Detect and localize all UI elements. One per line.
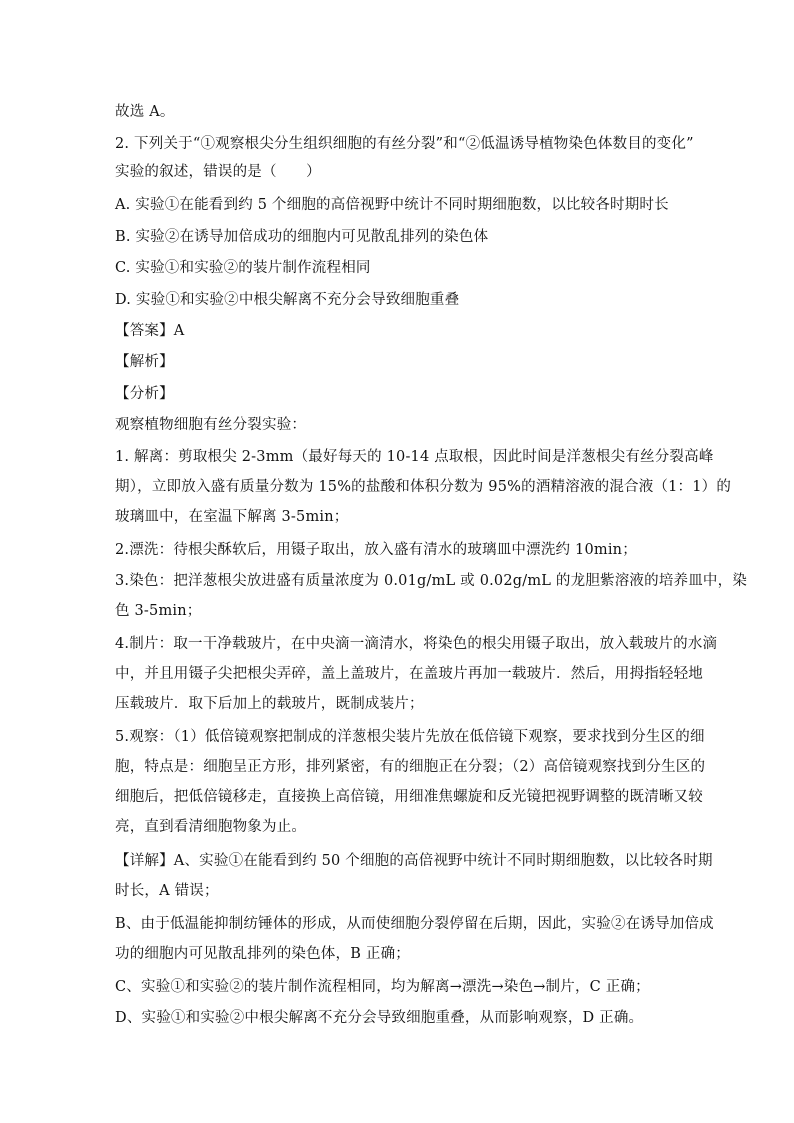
analysis-heading: 【解析】 — [115, 354, 174, 370]
answer-conclusion-line: 故选 A。 — [115, 104, 175, 120]
detail-d-line: D、实验①和实验②中根尖解离不充分会导致细胞重叠，从而影响观察，D 正确。 — [115, 1010, 644, 1026]
step-5-line-3: 细胞后，把低倍镜移走，直接换上高倍镜，用细准焦螺旋和反光镜把视野调整的既清晰又较 — [115, 789, 703, 805]
step-5-line-1: 5.观察：（1）低倍镜观察把制成的洋葱根尖装片先放在低倍镜下观察，要求找到分生区的细 — [115, 729, 705, 745]
answer-label: 【答案】A — [115, 323, 185, 339]
step-4-line-1: 4.制片：取一干净载玻片，在中央滴一滴清水，将染色的根尖用镊子取出，放入载玻片的水滴 — [115, 636, 718, 652]
detail-a-line-2: 时长，A 错误； — [115, 883, 219, 899]
question-stem-line-2: 实验的叙述，错误的是（ ） — [115, 164, 321, 180]
step-1-line-1: 1. 解离：剪取根尖 2-3mm（最好每天的 10-14 点取根，因此时间是洋葱根尖有丝分裂高峰 — [115, 449, 714, 465]
option-d: D. 实验①和实验②中根尖解离不充分会导致细胞重叠 — [115, 292, 460, 308]
step-3-line-1: 3.染色：把洋葱根尖放进盛有质量浓度为 0.01g/mL 或 0.02g/mL 的龙胆紫溶液的培养皿中，染 — [115, 573, 748, 589]
step-4-line-3: 压载玻片．取下后加上的载玻片，既制成装片； — [115, 696, 424, 712]
step-1-line-2: 期），立即放入盛有质量分数为 15%的盐酸和体积分数为 95%的酒精溶液的混合液（1：1）的 — [115, 479, 732, 495]
detail-b-line-2: 功的细胞内可见散乱排列的染色体，B 正确； — [115, 946, 410, 962]
step-1-line-3: 玻璃皿中，在室温下解离 3-5min； — [115, 509, 349, 525]
detail-a-line-1: 【详解】A、实验①在能看到约 50 个细胞的高倍视野中统计不同时期细胞数，以比较各时期 — [115, 853, 713, 869]
step-4-line-2: 中，并且用镊子尖把根尖弄碎，盖上盖玻片，在盖玻片再加一载玻片．然后，用拇指轻轻地 — [115, 666, 703, 682]
detail-b-line-1: B、由于低温能抑制纺锤体的形成，从而使细胞分裂停留在后期，因此，实验②在诱导加倍成 — [115, 916, 714, 932]
step-3-line-2: 色 3-5min； — [115, 603, 202, 619]
option-b: B. 实验②在诱导加倍成功的细胞内可见散乱排列的染色体 — [115, 229, 489, 245]
step-5-line-4: 亮，直到看清细胞物象为止。 — [115, 819, 307, 835]
analysis-subheading: 【分析】 — [115, 386, 174, 402]
step-5-line-2: 胞，特点是：细胞呈正方形，排列紧密，有的细胞正在分裂；（2）高倍镜观察找到分生区的 — [115, 759, 706, 775]
step-2-line: 2.漂洗：待根尖酥软后，用镊子取出，放入盛有清水的玻璃皿中漂洗约 10min； — [115, 542, 637, 558]
question-stem-line-1: 2. 下列关于“①观察根尖分生组织细胞的有丝分裂”和“②低温诱导植物染色体数目的变化” — [115, 136, 694, 152]
option-c: C. 实验①和实验②的装片制作流程相同 — [115, 260, 371, 276]
experiment-intro: 观察植物细胞有丝分裂实验： — [115, 417, 307, 433]
detail-c-line: C、实验①和实验②的装片制作流程相同，均为解离→漂洗→染色→制片，C 正确； — [115, 979, 650, 995]
option-a: A. 实验①在能看到约 5 个细胞的高倍视野中统计不同时期细胞数，以比较各时期时长 — [115, 197, 669, 213]
